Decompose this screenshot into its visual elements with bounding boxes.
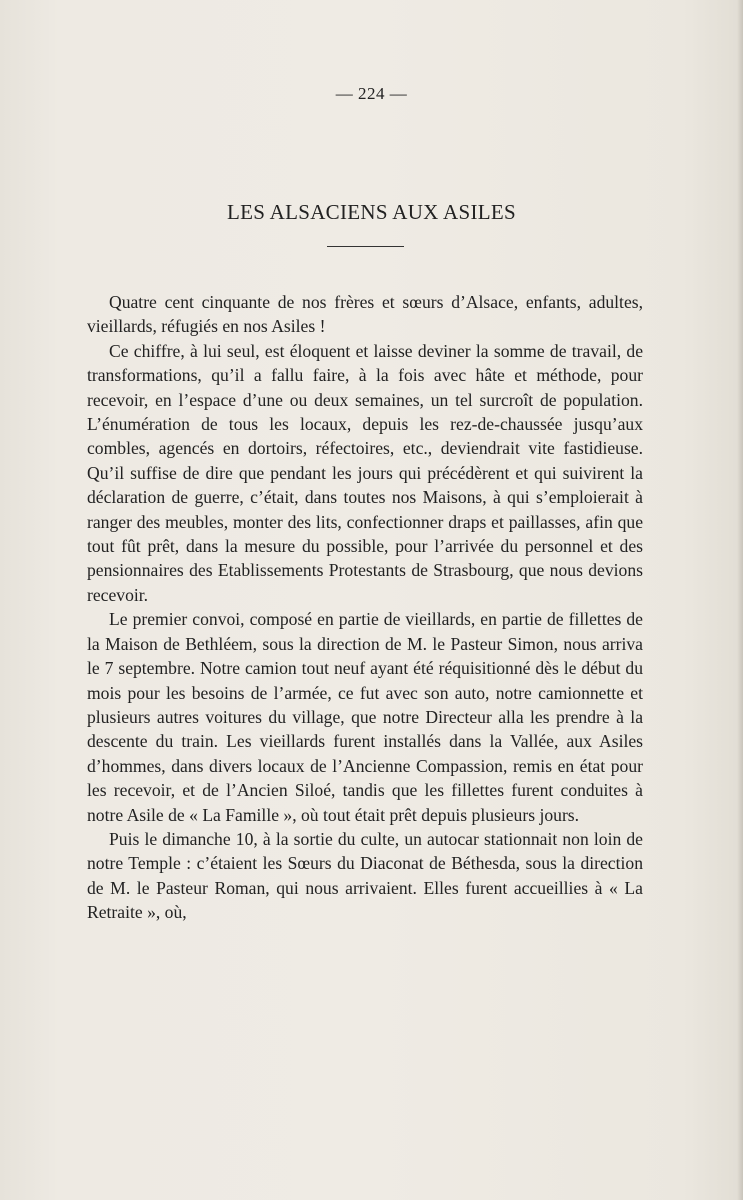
page-title: LES ALSACIENS AUX ASILES: [227, 200, 516, 224]
paragraph: Puis le dimanche 10, à la sortie du culte, un autocar stationnait non loin de notre Temple : c’étaient les Sœurs du Diaconat de Béthesda, sous la direction de M. le Pasteur Roman, qui nous arrivaient. Elles furent accueillies à « La Retraite », où,: [87, 828, 643, 923]
page-number: — 224 —: [335, 84, 408, 103]
body-text: [87, 290, 643, 925]
paragraph: Le premier convoi, composé en partie de vieillards, en partie de fillettes de la Maison de Bethléem, sous la direction de M. le Pasteur Simon, nous arriva le 7 septembre. Notre camion tout neuf ayant été réquisitionné dès le début du mois pour les besoins de l’armée, ce fut avec son auto, notre camionnette et plusieurs autres voitures du village, que notre Directeur alla les prendre à la descente du train. Les vieillards furent installés dans la Vallée, aux Asiles d’hommes, dans divers locaux de l’Ancienne Compassion, remis en état pour les recevoir, et de l’Ancien Siloé, tandis que les fillettes furent conduites à notre Asile de « La Famille », où tout était prêt depuis plusieurs jours.: [87, 609, 643, 825]
page-edge-shadow: [737, 0, 743, 1200]
title-divider: [327, 246, 404, 247]
paragraph: Ce chiffre, à lui seul, est éloquent et laisse deviner la somme de travail, de transformations, qu’il a fallu faire, à la fois avec hâte et méthode, pour recevoir, en l’espace d’une ou deux semaines, un tel surcroît de population. L’énumération de tous les locaux, depuis les rez-de-chaussée jusqu’aux combles, agencés en dortoirs, réfectoires, etc., deviendrait vite fastidieuse. Qu’il suffise de dire que pendant les jours qui précédèrent et qui suivirent la déclaration de guerre, c’était, dans toutes nos Maisons, à qui s’emploierait à ranger des meubles, monter des lits, confectionner draps et paillasses, afin que tout fût prêt, dans la mesure du possible, pour l’arrivée du personnel et des pensionnaires des Etablissements Protestants de Strasbourg, que nous devions recevoir.: [87, 340, 643, 605]
paragraph: Quatre cent cinquante de nos frères et sœurs d’Alsace, enfants, adultes, vieillards, réfugiés en nos Asiles !: [87, 292, 643, 337]
